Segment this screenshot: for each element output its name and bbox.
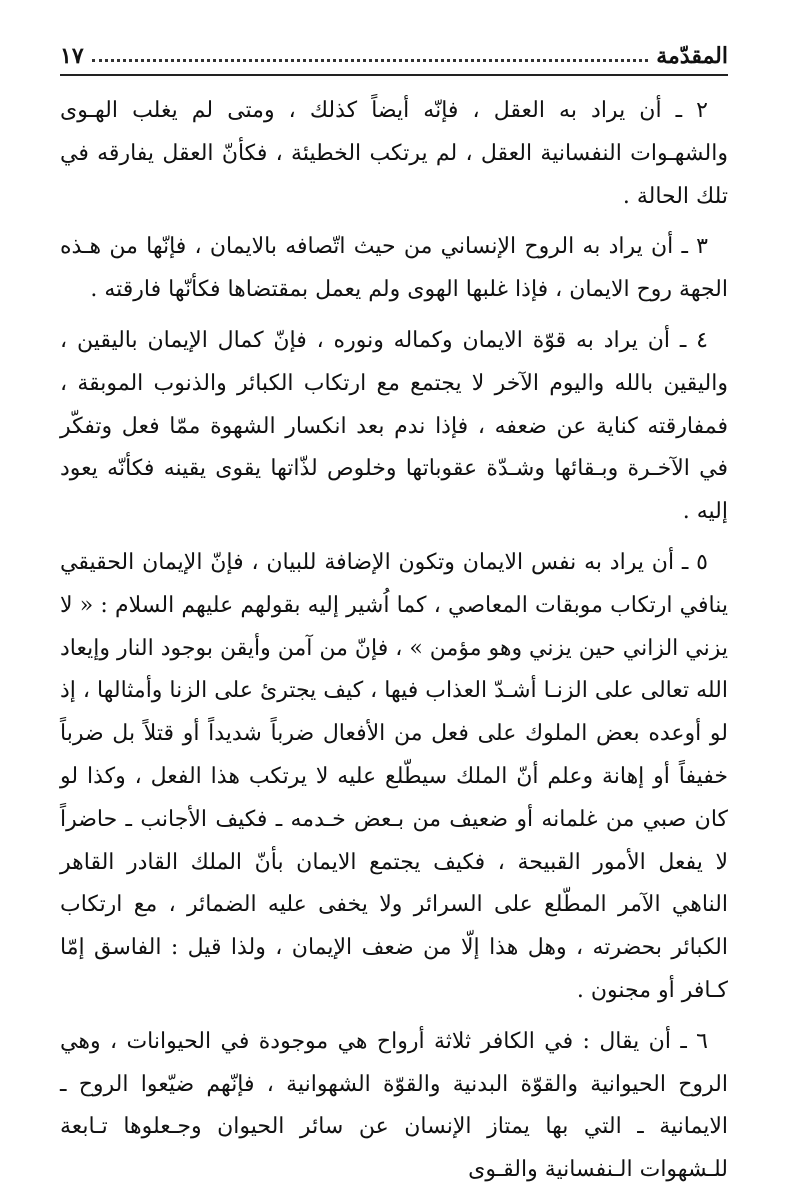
paragraph-item-6: ٦ ـ أن يقال : في الكافر ثلاثة أرواح هي موجودة في الحيوانات ، وهي الروح الحيوانية والقوّة البدنية والقوّة الشهوانية ، فإنّهم ضيّعوا الروح ـ الايمانية ـ التي بها يمتاز الإنسان عن سائر الحيوان وجـعلوها تـابعة للـشهوات الـنفسانية والقـوى [60,1028,728,1183]
page-body [60,90,728,1192]
page-number: ١٧ [60,43,84,69]
dotted-leader [92,59,649,62]
chapter-title: المقدّمة [656,43,728,69]
running-header [60,38,728,76]
paragraph-item-4: ٤ ـ أن يراد به قوّة الايمان وكماله ونوره ، فإنّ كمال الإيمان باليقين ، واليقين بالله واليوم الآخر لا يجتمع مع ارتكاب الكبائر والذنوب الموبقة ، فمفارقته كناية عن ضعفه ، فإذا ندم بعد انكسار الشهوة ممّا فعل وتفكّر في الآخـرة وبـقائها وشـدّة عقوباتها وخلوص لذّاتها يقوى يقينه فكأنّه يعود إليه . [60,327,728,525]
paragraph-item-5: ٥ ـ أن يراد به نفس الايمان وتكون الإضافة للبيان ، فإنّ الإيمان الحقيقي ينافي ارتكاب موبقات المعاصي ، كما اُشير إليه بقولهم عليهم السلام : « لا يزني الزاني حين يزني وهو مؤمن » ، فإنّ من آمن وأيقن بوجود النار وإيعاد الله تعالى على الزنـا أشـدّ العذاب فيها ، كيف يجترئ على الزنا وأمثالها ، إذ لو أوعده بعض الملوك على فعل من الأفعال ضرباً شديداً أو قتلاً بل ضرباً خفيفاً أو إهانة وعلم أنّ الملك سيطّلع عليه لا يرتكب هذا الفعل ، وكذا لو كان صبي من غلمانه أو ضعيف من بـعض خـدمه ـ فكيف الأجانب ـ حاضراً لا يفعل الأمور القبيحة ، فكيف يجتمع الايمان بأنّ الملك القادر القاهر الناهي الآمر المطّلع على السرائر ولا يخفى عليه الضمائر ، مع ارتكاب الكبائر بحضرته ، وهل هذا إلّا من ضعف الإيمان ، ولذا قيل : الفاسق إمّا كـافر أو مجنون . [60,549,729,1003]
paragraph-item-3: ٣ ـ أن يراد به الروح الإنساني من حيث اتّصافه بالايمان ، فإنّها من هـذه الجهة روح الايمان ، فإذا غلبها الهوى ولم يعمل بمقتضاها فكأنّها فارقته . [60,234,728,303]
paragraph-item-2: ٢ ـ أن يراد به العقل ، فإنّه أيضاً كذلك ، ومتى لم يغلب الهـوى والشهـوات النفسانية العقل ، لم يرتكب الخطيئة ، فكأنّ العقل يفارقه في تلك الحالة . [60,98,728,209]
book-page [60,38,728,1200]
